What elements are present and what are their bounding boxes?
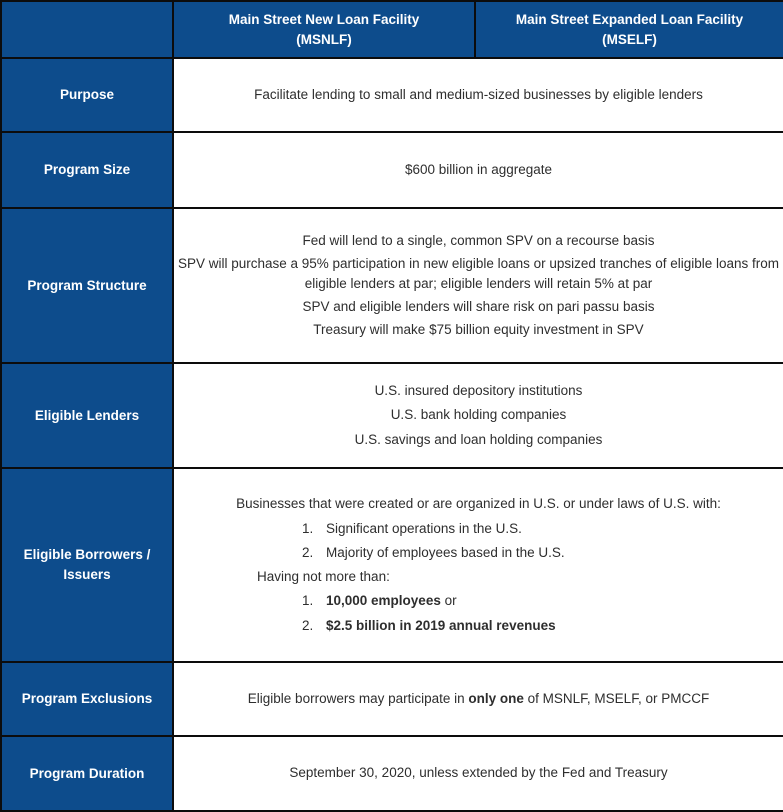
borrowers-subheading: Having not more than: (257, 569, 390, 584)
header-row (1, 1, 783, 58)
row-program-exclusions (1, 662, 783, 736)
header-msnlf-abbr: (MSNLF) (296, 31, 352, 47)
program-size-text: $600 billion in aggregate (404, 161, 553, 177)
cell-purpose (173, 58, 783, 132)
program-structure-paragraph: Treasury will make $75 billion equity investment in SPV (313, 321, 644, 337)
row-label-eligible-borrowers: Eligible Borrowers / Issuers (1, 468, 173, 662)
header-mself-abbr: (MSELF) (602, 31, 657, 47)
program-exclusions-text (174, 689, 783, 709)
header-msnlf (173, 1, 475, 58)
list-number: 1. (302, 520, 314, 536)
row-program-duration (1, 736, 783, 811)
list-text (326, 591, 457, 611)
cell-program-duration (173, 736, 783, 811)
header-corner-cell (1, 1, 173, 58)
exclusions-pre: Eligible borrowers may participate in (247, 690, 469, 706)
eligible-lenders-paragraph: U.S. insured depository institutions (374, 383, 583, 399)
row-label-program-structure: Program Structure (1, 208, 173, 363)
borrowers-list-item (302, 519, 783, 539)
row-program-size (1, 132, 783, 208)
row-label-program-duration: Program Duration (1, 736, 173, 811)
list-number: 2. (302, 544, 314, 560)
cell-program-exclusions (173, 662, 783, 736)
program-structure-paragraph: SPV will purchase a 95% participation in new eligible loans or upsized tranches of eligible loans from eligible lenders at par; eligible lenders will retain 5% at par (177, 256, 780, 292)
borrowers-list-item (302, 591, 783, 611)
list-text-bold: $2.5 billion in 2019 annual revenues (326, 617, 556, 633)
list-text: Majority of employees based in the U.S. (326, 544, 565, 560)
cell-eligible-borrowers (173, 468, 783, 662)
header-msnlf-title: Main Street New Loan Facility (228, 11, 420, 27)
row-eligible-borrowers (1, 468, 783, 662)
borrowers-list-item (302, 543, 783, 563)
row-label-purpose: Purpose (1, 58, 173, 132)
row-program-structure (1, 208, 783, 363)
list-text: Significant operations in the U.S. (326, 520, 522, 536)
cell-eligible-lenders (173, 363, 783, 468)
list-number: 2. (302, 617, 314, 633)
list-text (326, 616, 556, 636)
exclusions-bold: only one (468, 690, 524, 706)
row-label-program-size: Program Size (1, 132, 173, 208)
list-number: 1. (302, 593, 314, 609)
program-structure-paragraph: SPV and eligible lenders will share risk on pari passu basis (302, 298, 655, 314)
row-purpose (1, 58, 783, 132)
list-text-rest: or (440, 593, 457, 609)
row-eligible-lenders (1, 363, 783, 468)
eligible-lenders-paragraph: U.S. savings and loan holding companies (354, 431, 603, 447)
row-label-program-exclusions: Program Exclusions (1, 662, 173, 736)
list-text-bold: 10,000 employees (326, 593, 441, 609)
program-structure-paragraph: Fed will lend to a single, common SPV on a recourse basis (302, 233, 655, 249)
header-mself (475, 1, 783, 58)
borrowers-list-item (302, 616, 783, 636)
header-mself-title: Main Street Expanded Loan Facility (515, 11, 744, 27)
program-duration-text: September 30, 2020, unless extended by the Fed and Treasury (289, 765, 668, 781)
exclusions-post: of MSNLF, MSELF, or PMCCF (523, 690, 710, 706)
cell-program-size (173, 132, 783, 208)
purpose-text: Facilitate lending to small and medium-sized businesses by eligible lenders (254, 86, 703, 102)
eligible-borrowers-intro: Businesses that were created or are organized in U.S. or under laws of U.S. with: (236, 496, 721, 512)
row-label-eligible-lenders: Eligible Lenders (1, 363, 173, 468)
cell-program-structure (173, 208, 783, 363)
eligible-lenders-paragraph: U.S. bank holding companies (390, 407, 567, 423)
